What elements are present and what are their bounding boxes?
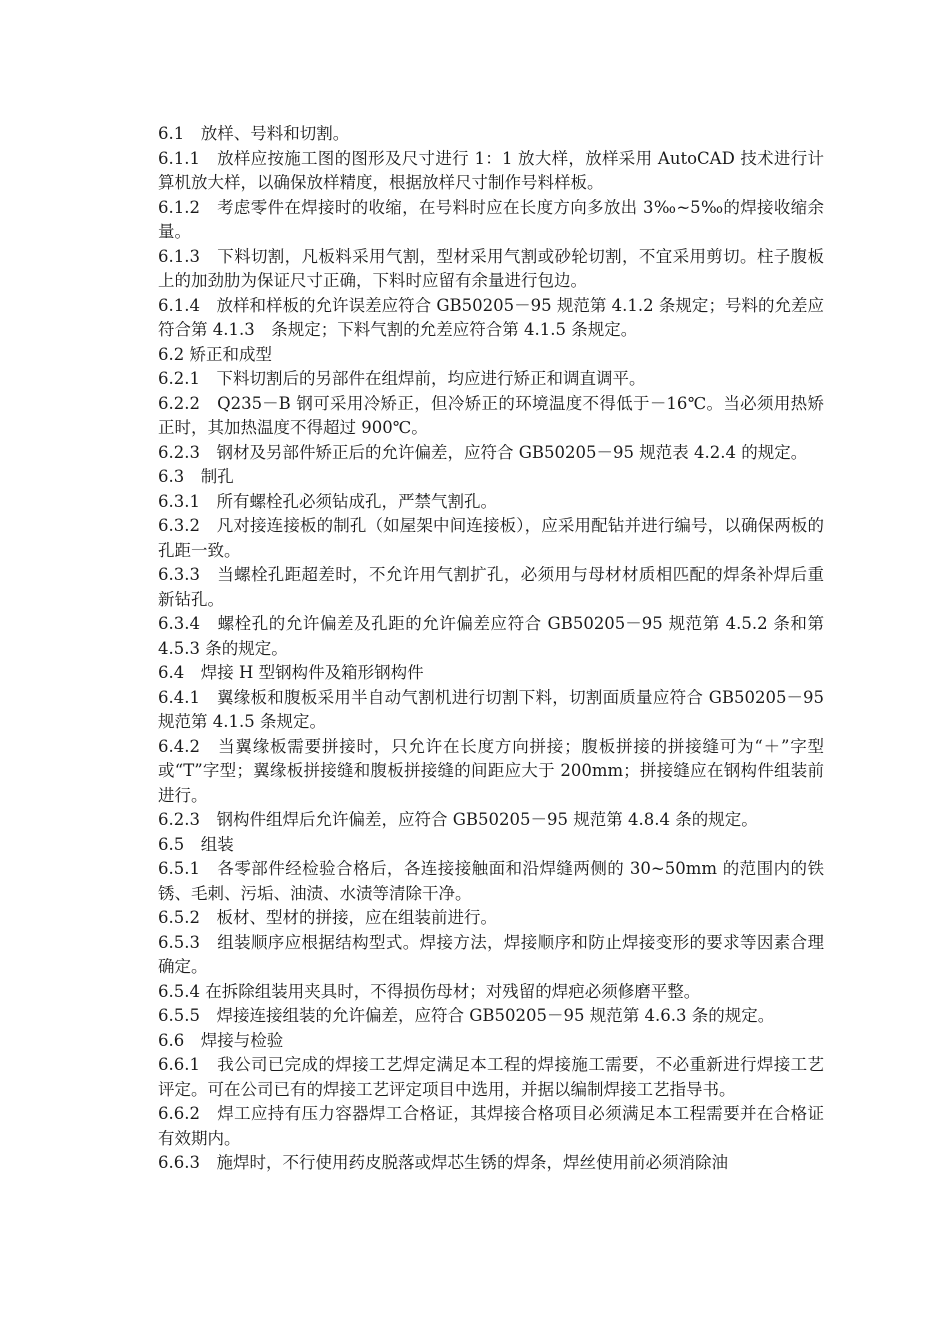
section-heading-6-4: 6.4 焊接 H 型钢构件及箱形钢构件 <box>158 663 424 682</box>
section-heading-6-2: 6.2 矫正和成型 <box>158 344 272 364</box>
paragraph-6-6-2: 6.6.2 焊工应持有压力容器焊工合格证，其焊接合格项目必须满足本工程需要并在合格证有效期内。 <box>158 1104 824 1148</box>
document-body <box>158 122 824 1176</box>
section-heading-6-1: 6.1 放样、号料和切割。 <box>158 124 350 143</box>
paragraph-6-6-3: 6.6.3 施焊时，不行使用药皮脱落或焊芯生锈的焊条，焊丝使用前必须消除油 <box>158 1153 728 1172</box>
paragraph-6-5-1: 6.5.1 各零部件经检验合格后，各连接接触面和沿焊缝两侧的 30~50mm 的范围内的铁锈、毛刺、污垢、油渍、水渍等清除干净。 <box>158 859 824 903</box>
paragraph-6-5-2: 6.5.2 板材、型材的拼接，应在组装前进行。 <box>158 908 497 927</box>
paragraph-6-2-3: 6.2.3 钢材及另部件矫正后的允许偏差，应符合 GB50205－95 规范表 4.2.4 的规定。 <box>158 442 808 462</box>
paragraph-6-3-4: 6.3.4 螺栓孔的允许偏差及孔距的允许偏差应符合 GB50205－95 规范第 4.5.2 条和第 4.5.3 条的规定。 <box>158 614 824 658</box>
paragraph-6-3-2: 6.3.2 凡对接连接板的制孔（如屋架中间连接板），应采用配钻并进行编号，以确保两板的孔距一致。 <box>158 516 824 560</box>
paragraph-6-4-1: 6.4.1 翼缘板和腹板采用半自动气割机进行切割下料，切割面质量应符合 GB50205－95 规范第 4.1.5 条规定。 <box>158 687 824 731</box>
paragraph-6-3-1: 6.3.1 所有螺栓孔必须钻成孔，严禁气割孔。 <box>158 491 497 511</box>
paragraph-6-5-4: 6.5.4 在拆除组装用夹具时，不得损伤母材；对残留的焊疤必须修磨平整。 <box>158 981 701 1001</box>
section-heading-6-5: 6.5 组装 <box>158 834 234 854</box>
section-heading-6-3: 6.3 制孔 <box>158 467 234 486</box>
paragraph-6-1-4: 6.1.4 放样和样板的允许误差应符合 GB50205－95 规范第 4.1.2 条规定；号料的允差应符合第 4.1.3 条规定；下料气割的允差应符合第 4.1.5 条规定。 <box>158 295 824 339</box>
paragraph-6-5-5: 6.5.5 焊接连接组装的允许偏差，应符合 GB50205－95 规范第 4.6.3 条的规定。 <box>158 1006 775 1025</box>
paragraph-6-1-3: 6.1.3 下料切割，凡板料采用气割，型材采用气割或砂轮切割，不宜采用剪切。柱子腹板上的加劲肋为保证尺寸正确，下料时应留有余量进行包边。 <box>158 246 824 290</box>
paragraph-6-5-3: 6.5.3 组装顺序应根据结构型式。焊接方法，焊接顺序和防止焊接变形的要求等因素合理确定。 <box>158 932 824 976</box>
section-heading-6-6: 6.6 焊接与检验 <box>158 1030 284 1050</box>
paragraph-6-2-1: 6.2.1 下料切割后的另部件在组焊前，均应进行矫正和调直调平。 <box>158 369 646 388</box>
paragraph-6-3-3: 6.3.3 当螺栓孔距超差时，不允许用气割扩孔，必须用与母材材质相匹配的焊条补焊后重新钻孔。 <box>158 565 824 609</box>
paragraph-6-2-2: 6.2.2 Q235－B 钢可采用冷矫正，但冷矫正的环境温度不得低于－16℃。当必须用热矫正时，其加热温度不得超过 900℃。 <box>158 393 824 437</box>
paragraph-6-2-3-b: 6.2.3 钢构件组焊后允许偏差，应符合 GB50205－95 规范第 4.8.4 条的规定。 <box>158 810 758 829</box>
paragraph-6-4-2: 6.4.2 当翼缘板需要拼接时，只允许在长度方向拼接；腹板拼接的拼接缝可为“＋”字型或“T”字型；翼缘板拼接缝和腹板拼接缝的间距应大于 200mm；拼接缝应在钢构件组装前进行。 <box>158 736 824 805</box>
paragraph-6-6-1: 6.6.1 我公司已完成的焊接工艺焊定满足本工程的焊接施工需要，不必重新进行焊接工艺评定。可在公司已有的焊接工艺评定项目中选用，并据以编制焊接工艺指导书。 <box>158 1055 824 1099</box>
paragraph-6-1-1: 6.1.1 放样应按施工图的图形及尺寸进行 1：1 放大样，放样采用 AutoCAD 技术进行计算机放大样，以确保放样精度，根据放样尺寸制作号料样板。 <box>158 148 824 192</box>
paragraph-6-1-2: 6.1.2 考虑零件在焊接时的收缩，在号料时应在长度方向多放出 3‰~5‰的焊接收缩余量。 <box>158 197 824 241</box>
